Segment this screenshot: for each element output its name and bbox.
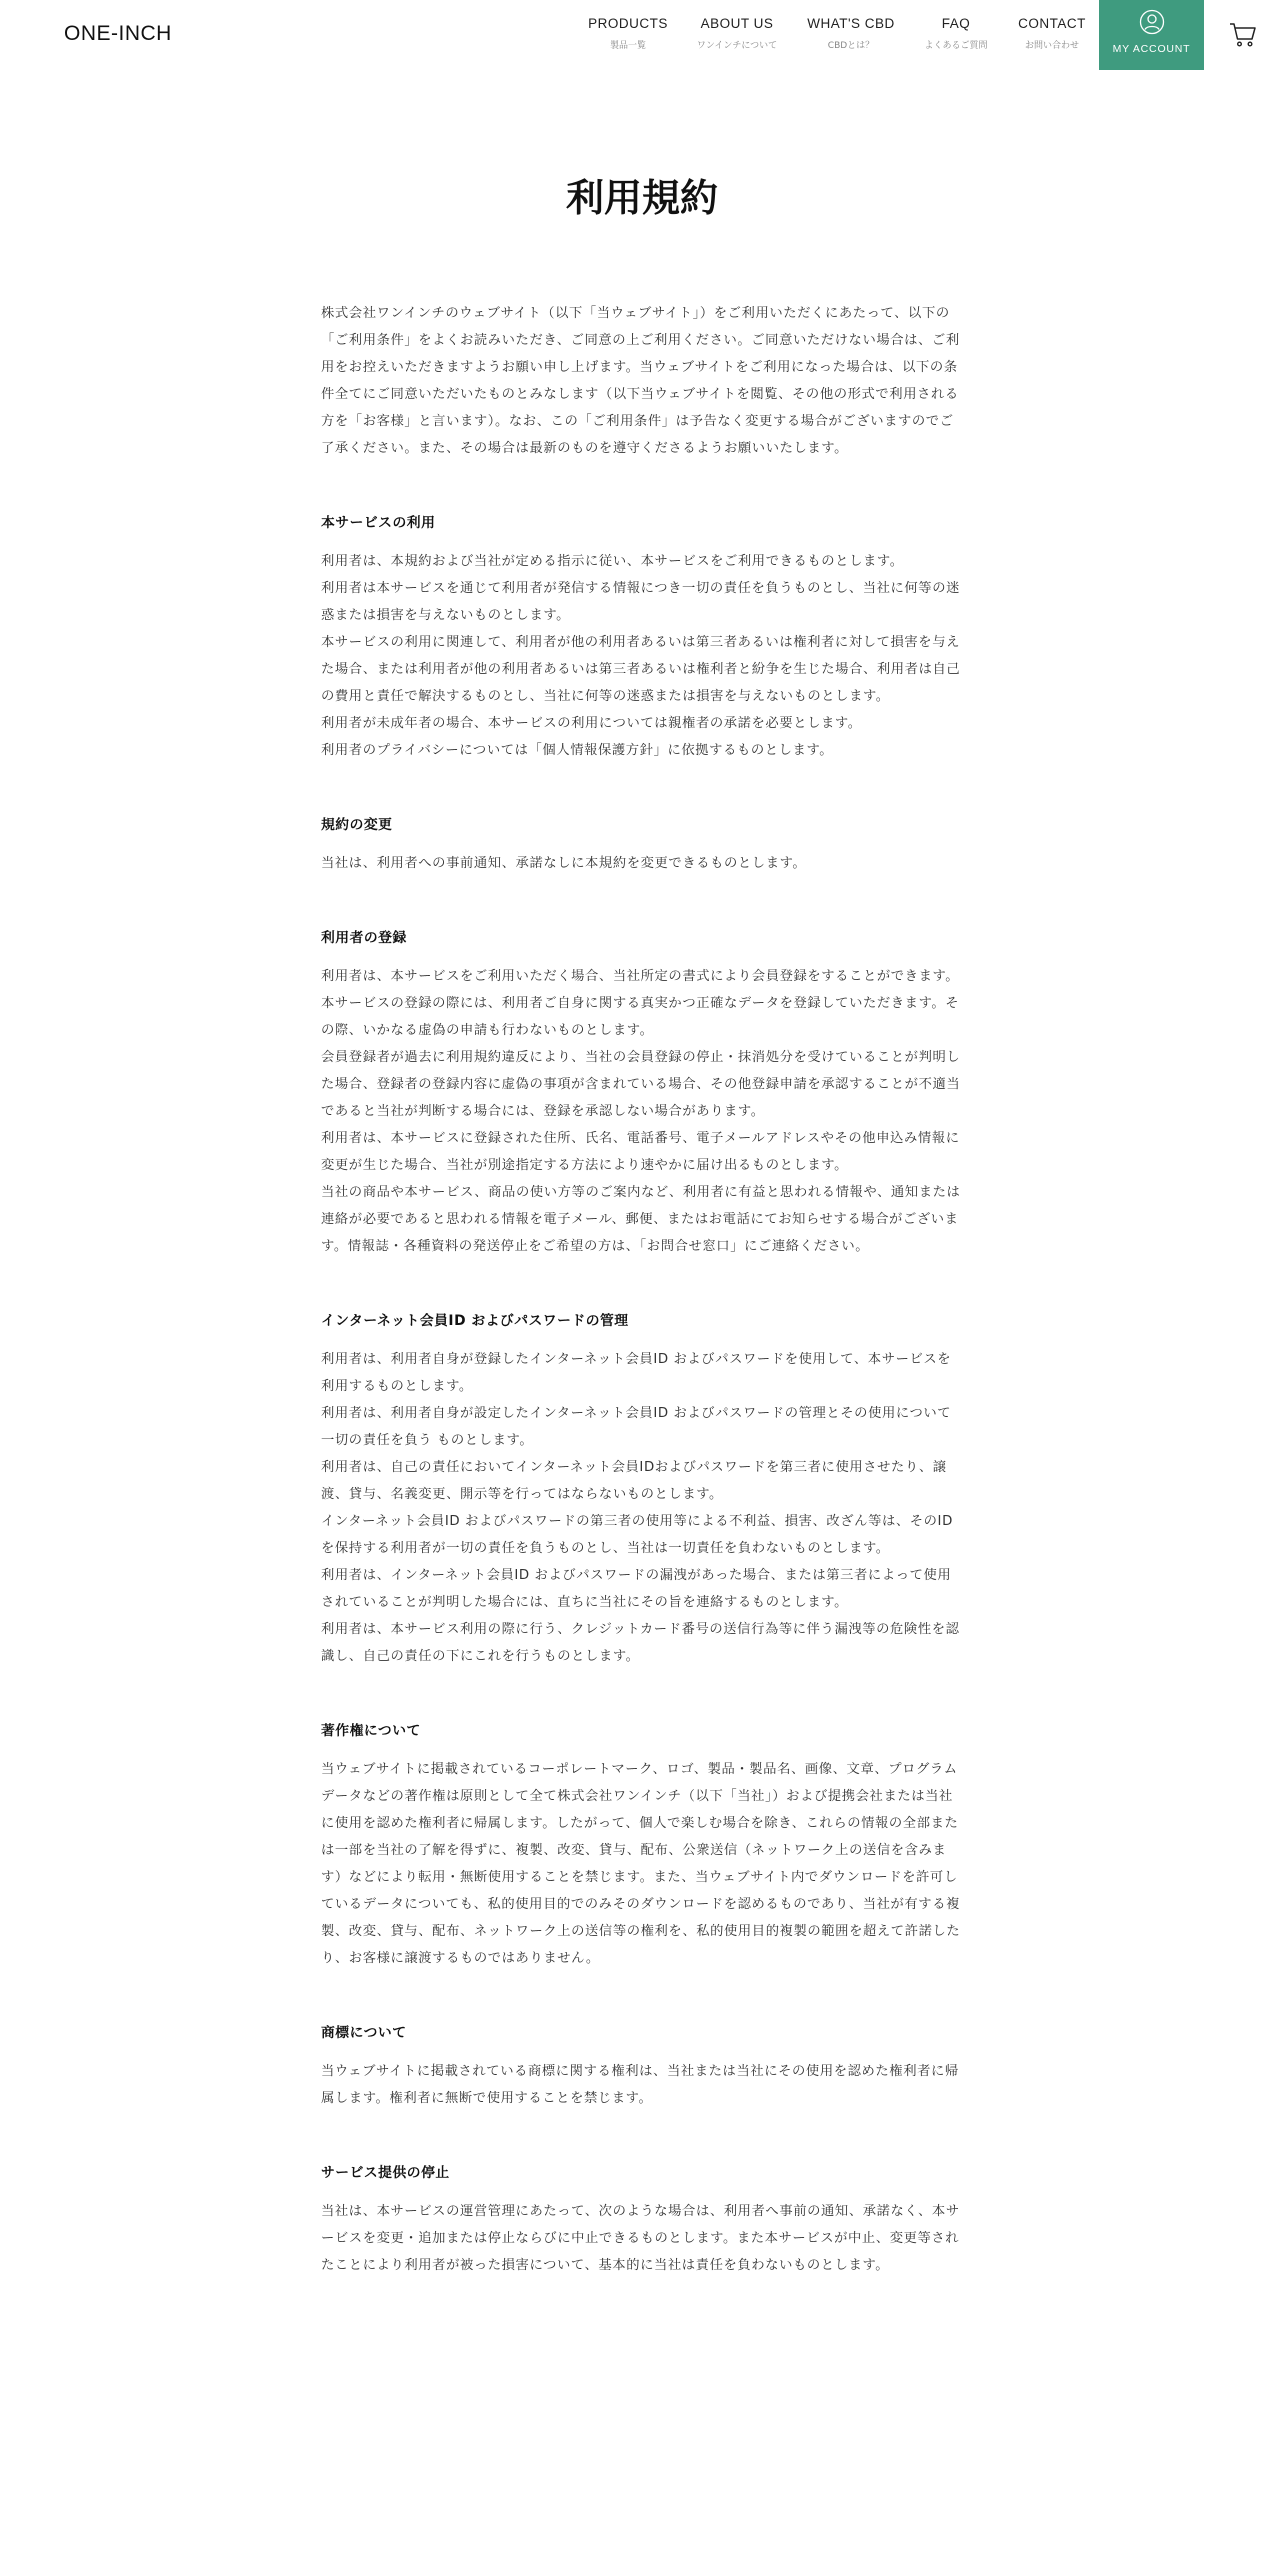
nav-about-us[interactable] xyxy=(687,14,787,58)
section-paragraph: 会員登録者が過去に利用規約違反により、当社の会員登録の停止・抹消処分を受けていることが判明した場合、登録者の登録内容に虚偽の事項が含まれている場合、その他登録申請を承認することが不適当であると当社が判断する場合には、登録を承認しない場合があります。 xyxy=(321,1050,961,1119)
section-paragraph: インターネット会員ID およびパスワードの第三者の使用等による不利益、損害、改ざん等は、そのIDを保持する利用者が一切の責任を負うものとし、当社は一切責任を負わないものとします。 xyxy=(321,1514,953,1556)
section-paragraph: 利用者のプライバシーについては「個人情報保護方針」に依拠するものとします。 xyxy=(321,743,834,758)
nav-contact[interactable] xyxy=(1014,14,1090,58)
section-terms-change xyxy=(321,812,963,877)
section-heading: インターネット会員ID およびパスワードの管理 xyxy=(321,1313,629,1329)
nav-whats-cbd[interactable] xyxy=(805,14,897,58)
user-icon xyxy=(1139,9,1165,35)
section-paragraph: 利用者は、本規約および当社が定める指示に従い、本サービスをご利用できるものとします。 xyxy=(321,554,904,569)
section-paragraph: 利用者は、本サービス利用の際に行う、クレジットカード番号の送信行為等に伴う漏洩等の危険性を認識し、自己の責任の下にこれを行うものとします。 xyxy=(321,1622,960,1664)
nav-products-label: PRODUCTS xyxy=(588,16,668,31)
terms-content xyxy=(321,300,963,2327)
site-logo[interactable]: ONE-INCH xyxy=(64,22,172,45)
site-header xyxy=(0,0,1284,70)
section-paragraph: 当社は、利用者への事前通知、承諾なしに本規約を変更できるものとします。 xyxy=(321,856,807,871)
nav-contact-sublabel: お問い合わせ xyxy=(1024,41,1079,51)
page-title: 利用規約 xyxy=(565,176,718,220)
nav-products[interactable] xyxy=(586,14,670,58)
section-user-registration xyxy=(321,925,963,1260)
nav-products-sublabel: 製品一覧 xyxy=(609,41,646,51)
section-paragraph: 利用者は本サービスを通じて利用者が発信する情報につき一切の責任を負うものとし、当社に何等の迷惑または損害を与えないものとします。 xyxy=(321,581,960,623)
cart-icon xyxy=(1229,22,1257,48)
my-account-label: MY ACCOUNT xyxy=(1112,43,1191,55)
section-heading: 商標について xyxy=(321,2025,407,2041)
section-paragraph: 当ウェブサイトに掲載されているコーポレートマーク、ロゴ、製品・製品名、画像、文章、プログラムデータなどの著作権は原則として全て株式会社ワンインチ（以下「当社」）および提携会社または当社に使用を認めた権利者に帰属します。したがって、個人で楽しむ場合を除き、これらの情報の全部または一部を当社の了解を得ずに、複製、改変、貸与、配布、公衆送信（ネットワーク上の送信を含みます）などにより転用・無断使用することを禁じます。また、当ウェブサイト内でダウンロードを許可しているデータについても、私的使用目的でのみそのダウンロードを認めるものであり、当社が有する複製、改変、貸与、配布、ネットワーク上の送信等の権利を、私的使用目的複製の範囲を超えて許諾したり、お客様に譲渡するものではありません。 xyxy=(321,1762,961,1966)
section-heading: 利用者の登録 xyxy=(321,930,407,946)
section-paragraph: 利用者は、自己の責任においてインターネット会員IDおよびパスワードを第三者に使用させたり、譲渡、貸与、名義変更、開示等を行ってはならないものとします。 xyxy=(321,1460,947,1502)
section-paragraph: 当ウェブサイトに掲載されている商標に関する権利は、当社または当社にその使用を認めた権利者に帰属します。権利者に無断で使用することを禁じます。 xyxy=(321,2064,959,2106)
nav-faq[interactable] xyxy=(912,14,1000,58)
nav-faq-label: FAQ xyxy=(941,16,971,31)
section-service-use xyxy=(321,510,963,764)
section-heading: 著作権について xyxy=(321,1723,421,1739)
nav-whats-cbd-sublabel: CBDとは？ xyxy=(827,41,875,51)
section-heading: 規約の変更 xyxy=(321,817,393,833)
nav-about-us-label: ABOUT US xyxy=(700,16,774,31)
nav-faq-sublabel: よくあるご質問 xyxy=(924,41,988,51)
section-trademark xyxy=(321,2020,963,2112)
section-paragraph: 利用者は、インターネット会員ID およびパスワードの漏洩があった場合、または第三者によって使用されていることが判明した場合には、直ちに当社にその旨を連絡するものとします。 xyxy=(321,1568,952,1610)
section-paragraph: 利用者は、利用者自身が設定したインターネット会員ID およびパスワードの管理とその使用について一切の責任を負う ものとします。 xyxy=(321,1406,952,1448)
section-paragraph: 本サービスの利用に関連して、利用者が他の利用者あるいは第三者あるいは権利者に対して損害を与えた場合、または利用者が他の利用者あるいは第三者あるいは権利者と紛争を生じた場合、利用者は自己の費用と責任で解決するものとし、当社に何等の迷惑または損害を与えないものとします。 xyxy=(321,635,961,704)
section-paragraph: 当社の商品や本サービス、商品の使い方等のご案内など、利用者に有益と思われる情報や、通知または連絡が必要であると思われる情報を電子メール、郵便、またはお電話にてお知らせする場合がございます。情報誌・各種資料の発送停止をご希望の方は、「お問合せ窓口」にご連絡ください。 xyxy=(321,1185,961,1254)
section-paragraph: 利用者が未成年者の場合、本サービスの利用については親権者の承諾を必要とします。 xyxy=(321,716,862,731)
section-heading: サービス提供の停止 xyxy=(321,2165,450,2181)
section-paragraph: 利用者は、本サービスに登録された住所、氏名、電話番号、電子メールアドレスやその他申込み情報に変更が生じた場合、当社が別途指定する方法により速やかに届け出るものとします。 xyxy=(321,1131,960,1173)
nav-whats-cbd-label: WHAT'S CBD xyxy=(807,16,895,31)
intro-paragraph: 株式会社ワンインチのウェブサイト（以下「当ウェブサイト」）をご利用いただくにあたって、以下の「ご利用条件」をよくお読みいただき、ご同意の上ご利用ください。ご同意いただけない場合は、ご利用をお控えいただきますようお願い申し上げます。当ウェブサイトをご利用になった場合は、以下の条件全てにご同意いただいたものとみなします（以下当ウェブサイトを閲覧、その他の形式で利用される方を「お客様」と言います）。なお、この「ご利用条件」は予告なく変更する場合がございますのでご了承ください。また、その場合は最新のものを遵守くださるようお願いいたします。 xyxy=(321,306,960,456)
section-paragraph: 利用者は、本サービスをご利用いただく場合、当社所定の書式により会員登録をすることができます。 xyxy=(321,969,960,984)
section-id-password xyxy=(321,1308,963,1670)
my-account-button[interactable] xyxy=(1099,0,1204,70)
cart-button[interactable] xyxy=(1229,22,1257,52)
section-heading: 本サービスの利用 xyxy=(321,515,436,531)
section-paragraph: 利用者は、利用者自身が登録したインターネット会員ID およびパスワードを使用して、本サービスを利用するものとします。 xyxy=(321,1352,952,1394)
section-paragraph: 当社は、本サービスの運営管理にあたって、次のような場合は、利用者へ事前の通知、承諾なく、本サービスを変更・追加または停止ならびに中止できるものとします。また本サービスが中止、変更等されたことにより利用者が被った損害について、基本的に当社は責任を負わないものとします。 xyxy=(321,2204,960,2273)
nav-contact-label: CONTACT xyxy=(1018,16,1086,31)
section-service-suspension xyxy=(321,2160,963,2279)
section-paragraph: 本サービスの登録の際には、利用者ご自身に関する真実かつ正確なデータを登録していただきます。その際、いかなる虚偽の申請も行わないものとします。 xyxy=(321,996,960,1038)
nav-about-us-sublabel: ワンインチについて xyxy=(696,41,778,51)
section-copyright xyxy=(321,1718,963,1972)
